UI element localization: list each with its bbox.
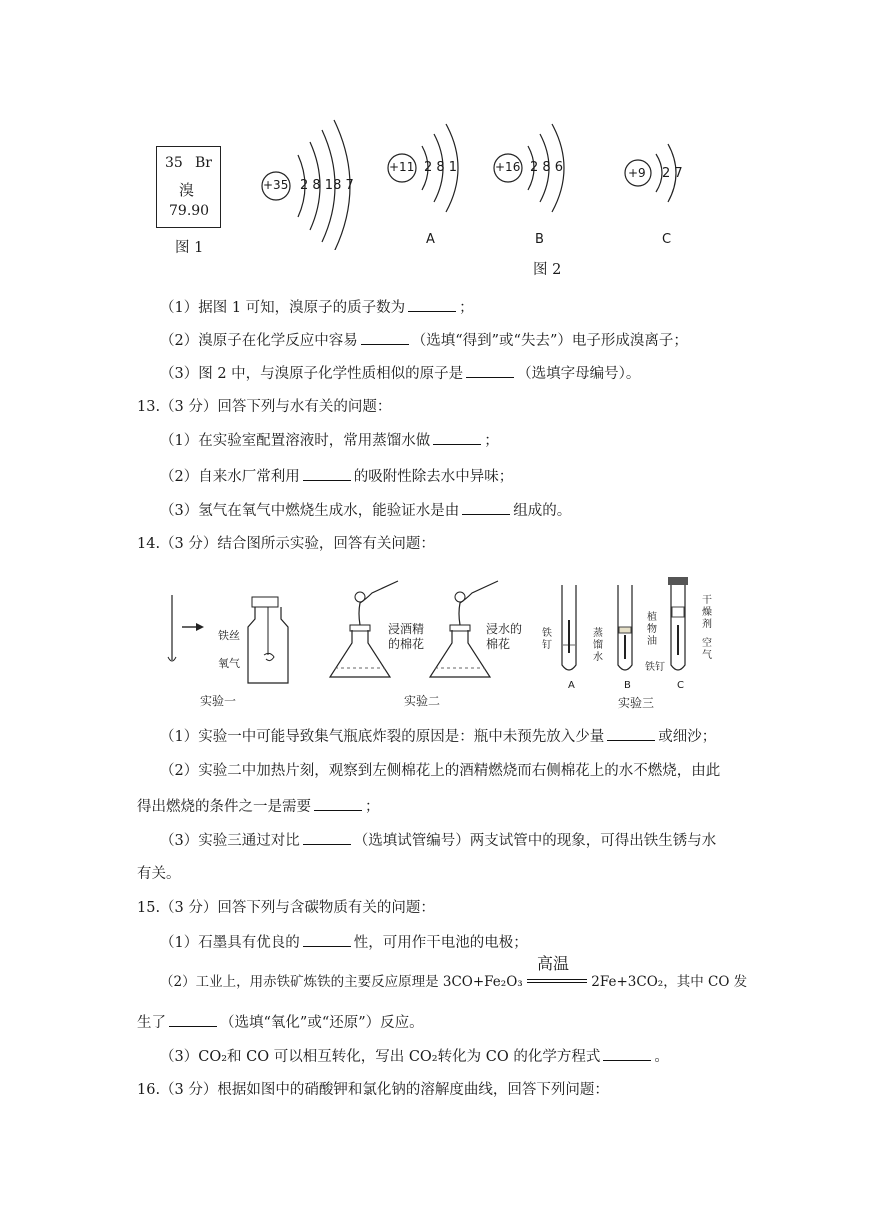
answer-blank (169, 1012, 217, 1027)
figure1-caption: 图 1 (175, 240, 204, 256)
exp3-water-label: 蒸馏水 (593, 628, 603, 663)
br-electrons: 2 8 18 7 (300, 178, 354, 193)
b-electrons: 2 8 6 (530, 160, 564, 175)
exp3-c-label: C (677, 680, 684, 691)
reaction-arrow (527, 954, 587, 992)
q13-sentence-1: （1）在实验室配置溶液时，常用蒸馏水做 ； (160, 430, 499, 451)
exp3-nail2-label: 铁钉 (645, 662, 665, 673)
answer-blank (607, 726, 655, 741)
exp3-air-label: 空气 (702, 638, 712, 661)
label-b: B (535, 232, 544, 247)
exp2-caption: 实验二 (404, 694, 441, 708)
q13-sentence-2: （2）自来水厂常利用 的吸附性除去水中异味； (160, 466, 513, 487)
atomic-number: 35 (165, 155, 183, 171)
q12-sentence-3: （3）图 2 中，与溴原子化学性质相似的原子是 （选填字母编号）。 (160, 363, 640, 384)
answer-blank (303, 932, 351, 947)
reaction-condition: 高温 (536, 954, 569, 973)
b-nucleus: +16 (495, 160, 521, 174)
exp3-dry-label: 干燥剂 (702, 595, 712, 630)
answer-blank (361, 330, 409, 345)
q13-heading: 13.（3 分）回答下列与水有关的问题： (137, 399, 392, 415)
q15-sentence-2b: 生了 （选填“氧化”或“还原”）反应。 (137, 1012, 424, 1033)
exp2-left-label: 浸酒精的棉花 (388, 622, 425, 651)
answer-blank (462, 500, 510, 515)
exp1-oxygen-label: 氧气 (218, 657, 240, 670)
answer-blank (303, 830, 351, 845)
exp1-wire-label: 铁丝 (218, 629, 240, 642)
experiment-3-drawing (562, 577, 688, 670)
exp3-a-label: A (568, 680, 575, 691)
a-electrons: 2 8 1 (424, 160, 458, 175)
br-nucleus: +35 (263, 178, 289, 192)
q16-heading: 16.（3 分）根据如图中的硝酸钾和氯化钠的溶解度曲线，回答下列问题： (137, 1082, 609, 1098)
exp2-right-label: 浸水的棉花 (486, 622, 523, 651)
q15-sentence-3: （3）CO₂和 CO 可以相互转化，写出 CO₂转化为 CO 的化学方程式 。 (160, 1046, 669, 1067)
answer-blank (466, 363, 514, 378)
exp1-caption: 实验一 (200, 694, 237, 708)
answer-blank (433, 430, 481, 445)
q15-sentence-1: （1）石墨具有优良的 性，可用作干电池的电极； (160, 932, 528, 953)
q14-sentence-1: （1）实验一中可能导致集气瓶底炸裂的原因是：瓶中未预先放入少量 或细沙； (160, 726, 716, 747)
element-name: 溴 (179, 181, 195, 199)
c-electrons: 2 7 (662, 166, 683, 181)
answer-blank (603, 1046, 651, 1061)
exp3-caption: 实验三 (618, 696, 655, 710)
element-symbol: Br (195, 155, 212, 171)
c-nucleus: +9 (628, 166, 646, 180)
q15-sentence-2: （2）工业上，用赤铁矿炼铁的主要反应原理是 3CO+Fe₂O₃ 高温 2Fe+3CO₂，其中 CO 发 (160, 954, 748, 990)
atomic-mass: 79.90 (169, 203, 210, 219)
exp3-nail-label: 铁钉 (542, 628, 552, 651)
element-card-bromine (156, 146, 221, 228)
answer-blank (303, 466, 351, 481)
q13-sentence-3: （3）氢气在氧气中燃烧生成水，能验证水是由 组成的。 (160, 500, 571, 521)
q15-heading: 15.（3 分）回答下列与含碳物质有关的问题： (137, 900, 435, 916)
exp3-b-label: B (624, 680, 631, 691)
q14-heading: 14.（3 分）结合图所示实验，回答有关问题： (137, 536, 435, 552)
q14-sentence-2a: （2）实验二中加热片刻，观察到左侧棉花上的酒精燃烧而右侧棉花上的水不燃烧，由此 (160, 763, 721, 779)
q14-sentence-3c: 有关。 (137, 866, 181, 882)
q14-sentence-2b: 得出燃烧的条件之一是需要 ； (137, 796, 380, 817)
q12-sentence-2: （2）溴原子在化学反应中容易 （选填“得到”或“失去”）电子形成溴离子； (160, 330, 688, 351)
answer-blank (314, 796, 362, 811)
exp3-oil-label: 植物油 (647, 612, 657, 647)
q14-sentence-3: （3）实验三通过对比 （选填试管编号）两支试管中的现象，可得出铁生锈与水 (160, 830, 716, 851)
answer-blank (408, 297, 456, 312)
label-a: A (426, 232, 435, 247)
a-nucleus: +11 (389, 160, 415, 174)
q12-sentence-1: （1）据图 1 可知，溴原子的质子数为 ； (160, 297, 474, 318)
label-c: C (662, 232, 672, 247)
figure2-caption: 图 2 (533, 262, 562, 278)
